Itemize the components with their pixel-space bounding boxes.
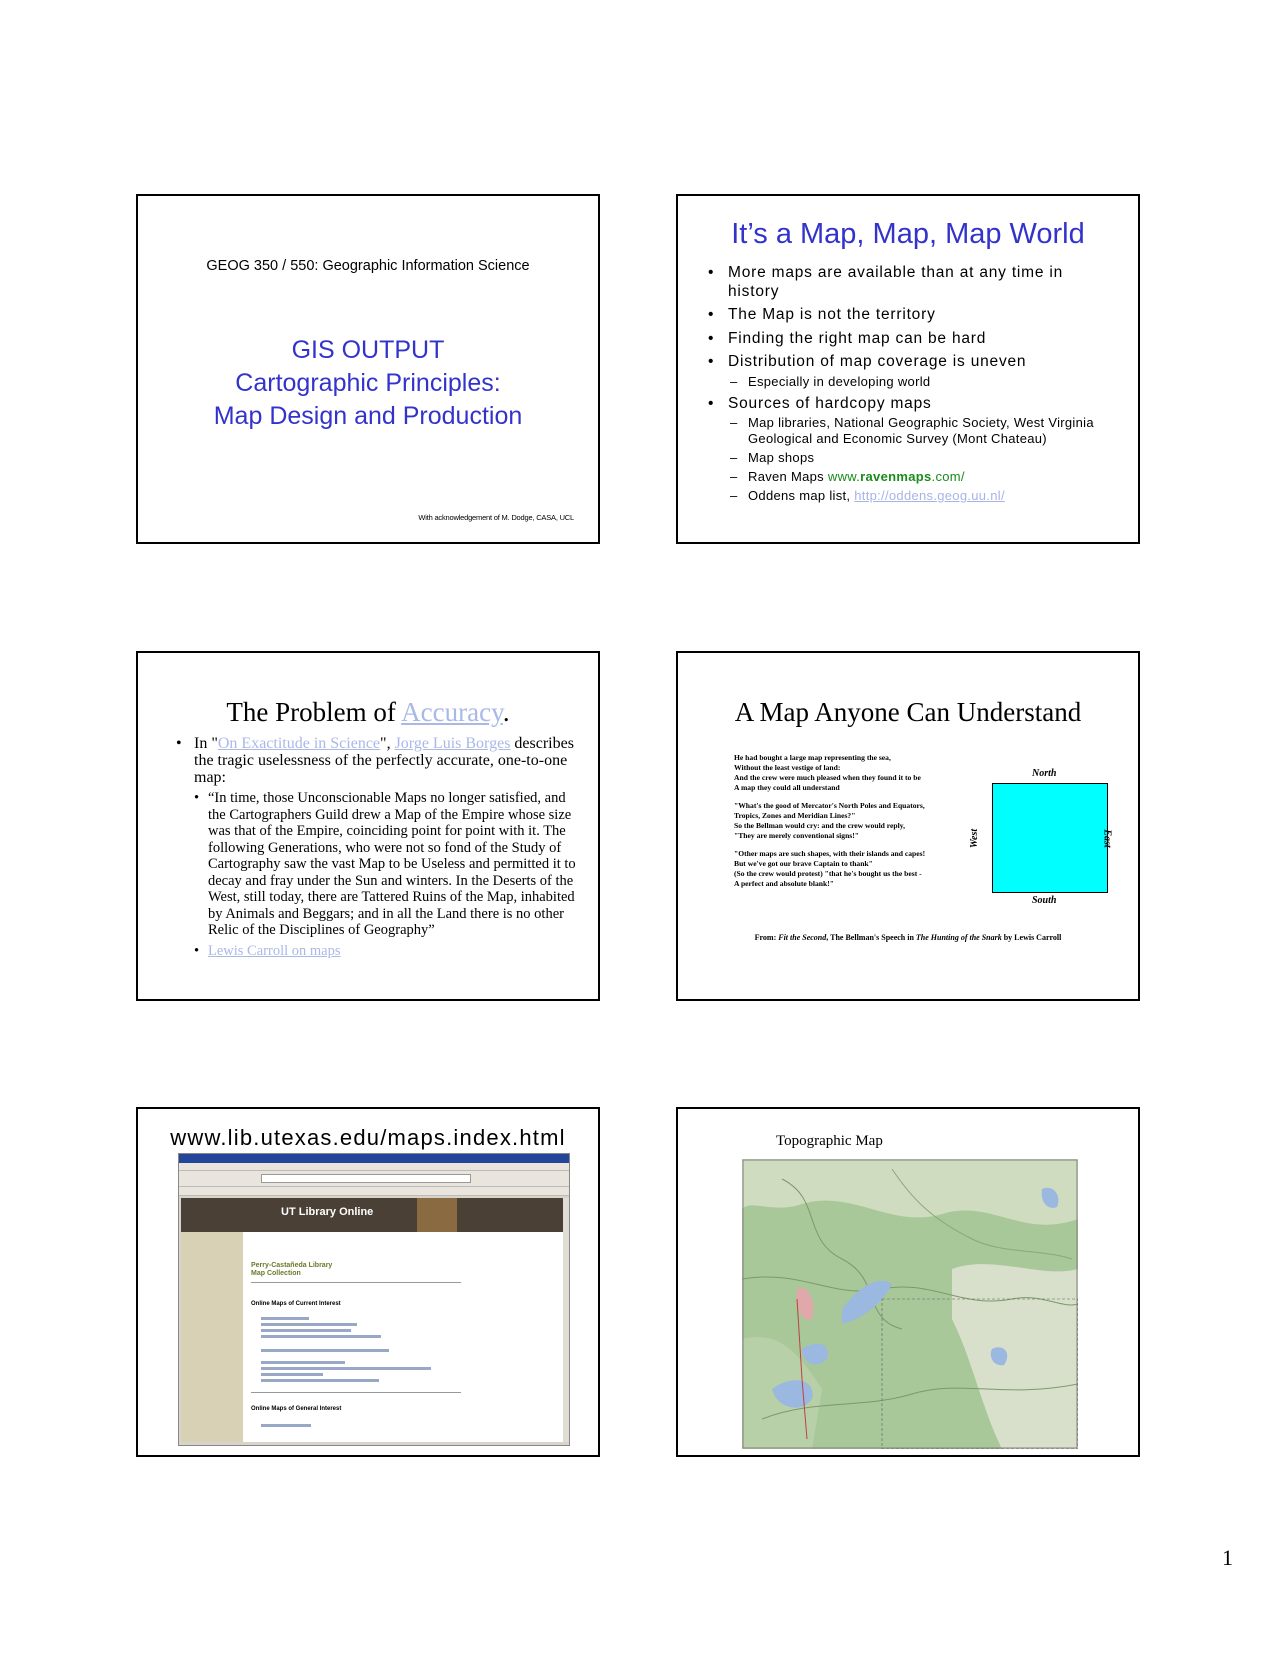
sub-item [728,469,1108,485]
slide-title: It’s a Map, Map, Map World [731,218,1085,250]
sub-item-text: Oddens map list, [748,488,855,503]
section-heading: Online Maps of General Interest [251,1406,342,1412]
link-line [261,1367,431,1370]
sub-item: – Especially in developing world [728,374,1108,390]
link-line [261,1335,381,1338]
title-line-1: GIS OUTPUT [291,336,445,364]
slide-title [138,334,598,433]
section-heading: Online Maps of Current Interest [251,1301,341,1307]
link-line [261,1424,311,1427]
banner-image [417,1198,457,1232]
page-number: 1 [1222,1545,1233,1570]
link-line [261,1373,323,1376]
divider [251,1392,461,1393]
slide-2-map-world [676,194,1140,544]
text: describes the tragic uselessness of the perfectly accurate, one-to-one map: [194,735,574,786]
link-www: www. [827,469,861,484]
link-brand: ravenmaps [860,469,932,484]
text: by Lewis Carroll [1001,933,1062,942]
scrollbar [563,1198,569,1442]
slide-1-title [136,194,600,544]
heading-line-1: Perry-Castañeda Library [251,1262,333,1269]
collection-heading [251,1262,332,1278]
source-citation [678,933,1138,942]
course-name: GEOG 350 / 550: Geographic Information Science [206,258,530,274]
slide-6-topographic [676,1107,1140,1457]
slide-body [176,735,576,959]
bullet-item [708,353,1108,390]
link-line [261,1379,379,1382]
slide-title [138,697,598,728]
sub-item [728,488,1108,504]
title-prefix: The Problem of [226,697,402,727]
oddens-link[interactable]: http://oddens.geog.uu.nl/ [854,488,1005,503]
east-label: East [1101,829,1113,848]
acknowledgement: With acknowledgement of M. Dodge, CASA, UCL [418,513,574,522]
site-sidebar [181,1232,243,1442]
link-line [261,1329,351,1332]
site-banner [181,1198,563,1232]
poem-stanza: "Other maps are such shapes, with their islands and capes! But we've got our brave Captain to thank" (So the crew would protest) "that he's bought us the best - A perfect and absolute blank!" [734,849,926,888]
poem-stanza: "What's the good of Mercator's North Poles and Equators, Tropics, Zones and Meridian Lines?" So the Bellman would cry: and the crew would reply, "They are merely conventional signs!" [734,801,925,840]
bullet-text: Distribution of map coverage is uneven [728,353,1027,370]
text: , The Bellman's Speech in [826,933,916,942]
heading-line-2: Map Collection [251,1270,301,1277]
borges-link[interactable]: Jorge Luis Borges [394,735,511,752]
link-suffix: .com/ [931,469,965,484]
divider [251,1282,461,1283]
exactitude-link[interactable]: On Exactitude in Science [217,735,381,752]
slide-title: www.lib.utexas.edu/maps.index.html [170,1125,566,1150]
book-title: The Hunting of the Snark [915,933,1002,942]
lewis-carroll-link[interactable]: Lewis Carroll on maps [208,942,341,959]
title-line-3: Map Design and Production [213,402,523,430]
ravenmaps-link[interactable] [828,469,965,484]
web-page [181,1198,563,1442]
sub-list [728,374,1108,390]
topographic-map-image [742,1159,1078,1449]
browser-titlebar [179,1154,569,1163]
sub-list [728,415,1108,504]
sub-item-text: Raven Maps [748,469,828,484]
bullet-item: • Finding the right map can be hard [708,330,1108,349]
north-label: North [1032,768,1057,779]
sub-item: – Map shops [728,450,1108,466]
bullet-item [176,735,576,786]
slide-4-snark-map [676,651,1140,1001]
sub-item: – Map libraries, National Geographic Society, West Virginia Geological and Economic Survey (Mont Chateau) [728,415,1108,447]
browser-screenshot [178,1153,570,1446]
link-item [194,943,576,960]
poem-stanza: He had bought a large map representing the sea, Without the least vestige of land: And the crew were much pleased when they found it to be A map they could all understand [734,753,921,792]
west-label: West [969,828,981,849]
bullet-list [708,264,1108,509]
link-line [261,1361,345,1364]
blank-map [992,783,1108,893]
bullet-item [708,395,1108,505]
poem [734,753,974,897]
browser-toolbar [179,1171,569,1187]
link-line [261,1317,309,1320]
south-label: South [1032,895,1057,906]
slide-3-accuracy [136,651,600,1001]
browser-menubar [179,1163,569,1171]
bullet-item: • The Map is not the territory [708,306,1108,325]
accuracy-link[interactable]: Accuracy [401,697,503,727]
bookmarks-bar [179,1187,569,1196]
slide-title: A Map Anyone Can Understand [734,697,1082,727]
quote-item: • “In time, those Unconscionable Maps no longer satisfied, and the Cartographers Guild drew a Map of the Empire whose size was that of the Empire, coinciding point for point with it. The following Generations, who were not so fond of the Study of Cartography saw the vast Map to be Useless and permitted it to decay and fray under the Sun and winters. In the Deserts of the West, still today, there are Tattered Ruins of the Map, inhabited by Animals and Beggars; and in all the Land there is no other Relic of the Disciplines of Geography” [194,790,576,939]
text: From: [754,933,779,942]
text: In " [194,735,218,752]
bullet-item: • More maps are available than at any time in history [708,264,1108,301]
text: ", [380,735,395,752]
slide-5-ut-library [136,1107,600,1457]
title-suffix: . [502,697,510,727]
banner-text: UT Library Online [281,1206,374,1218]
title-line-2: Cartographic Principles: [235,369,501,397]
link-line [261,1349,389,1352]
slide-title: Topographic Map [776,1133,883,1149]
work-title: Fit the Second [778,933,827,942]
bullet-text: Sources of hardcopy maps [728,394,932,412]
address-bar [261,1174,471,1183]
link-line [261,1323,357,1326]
